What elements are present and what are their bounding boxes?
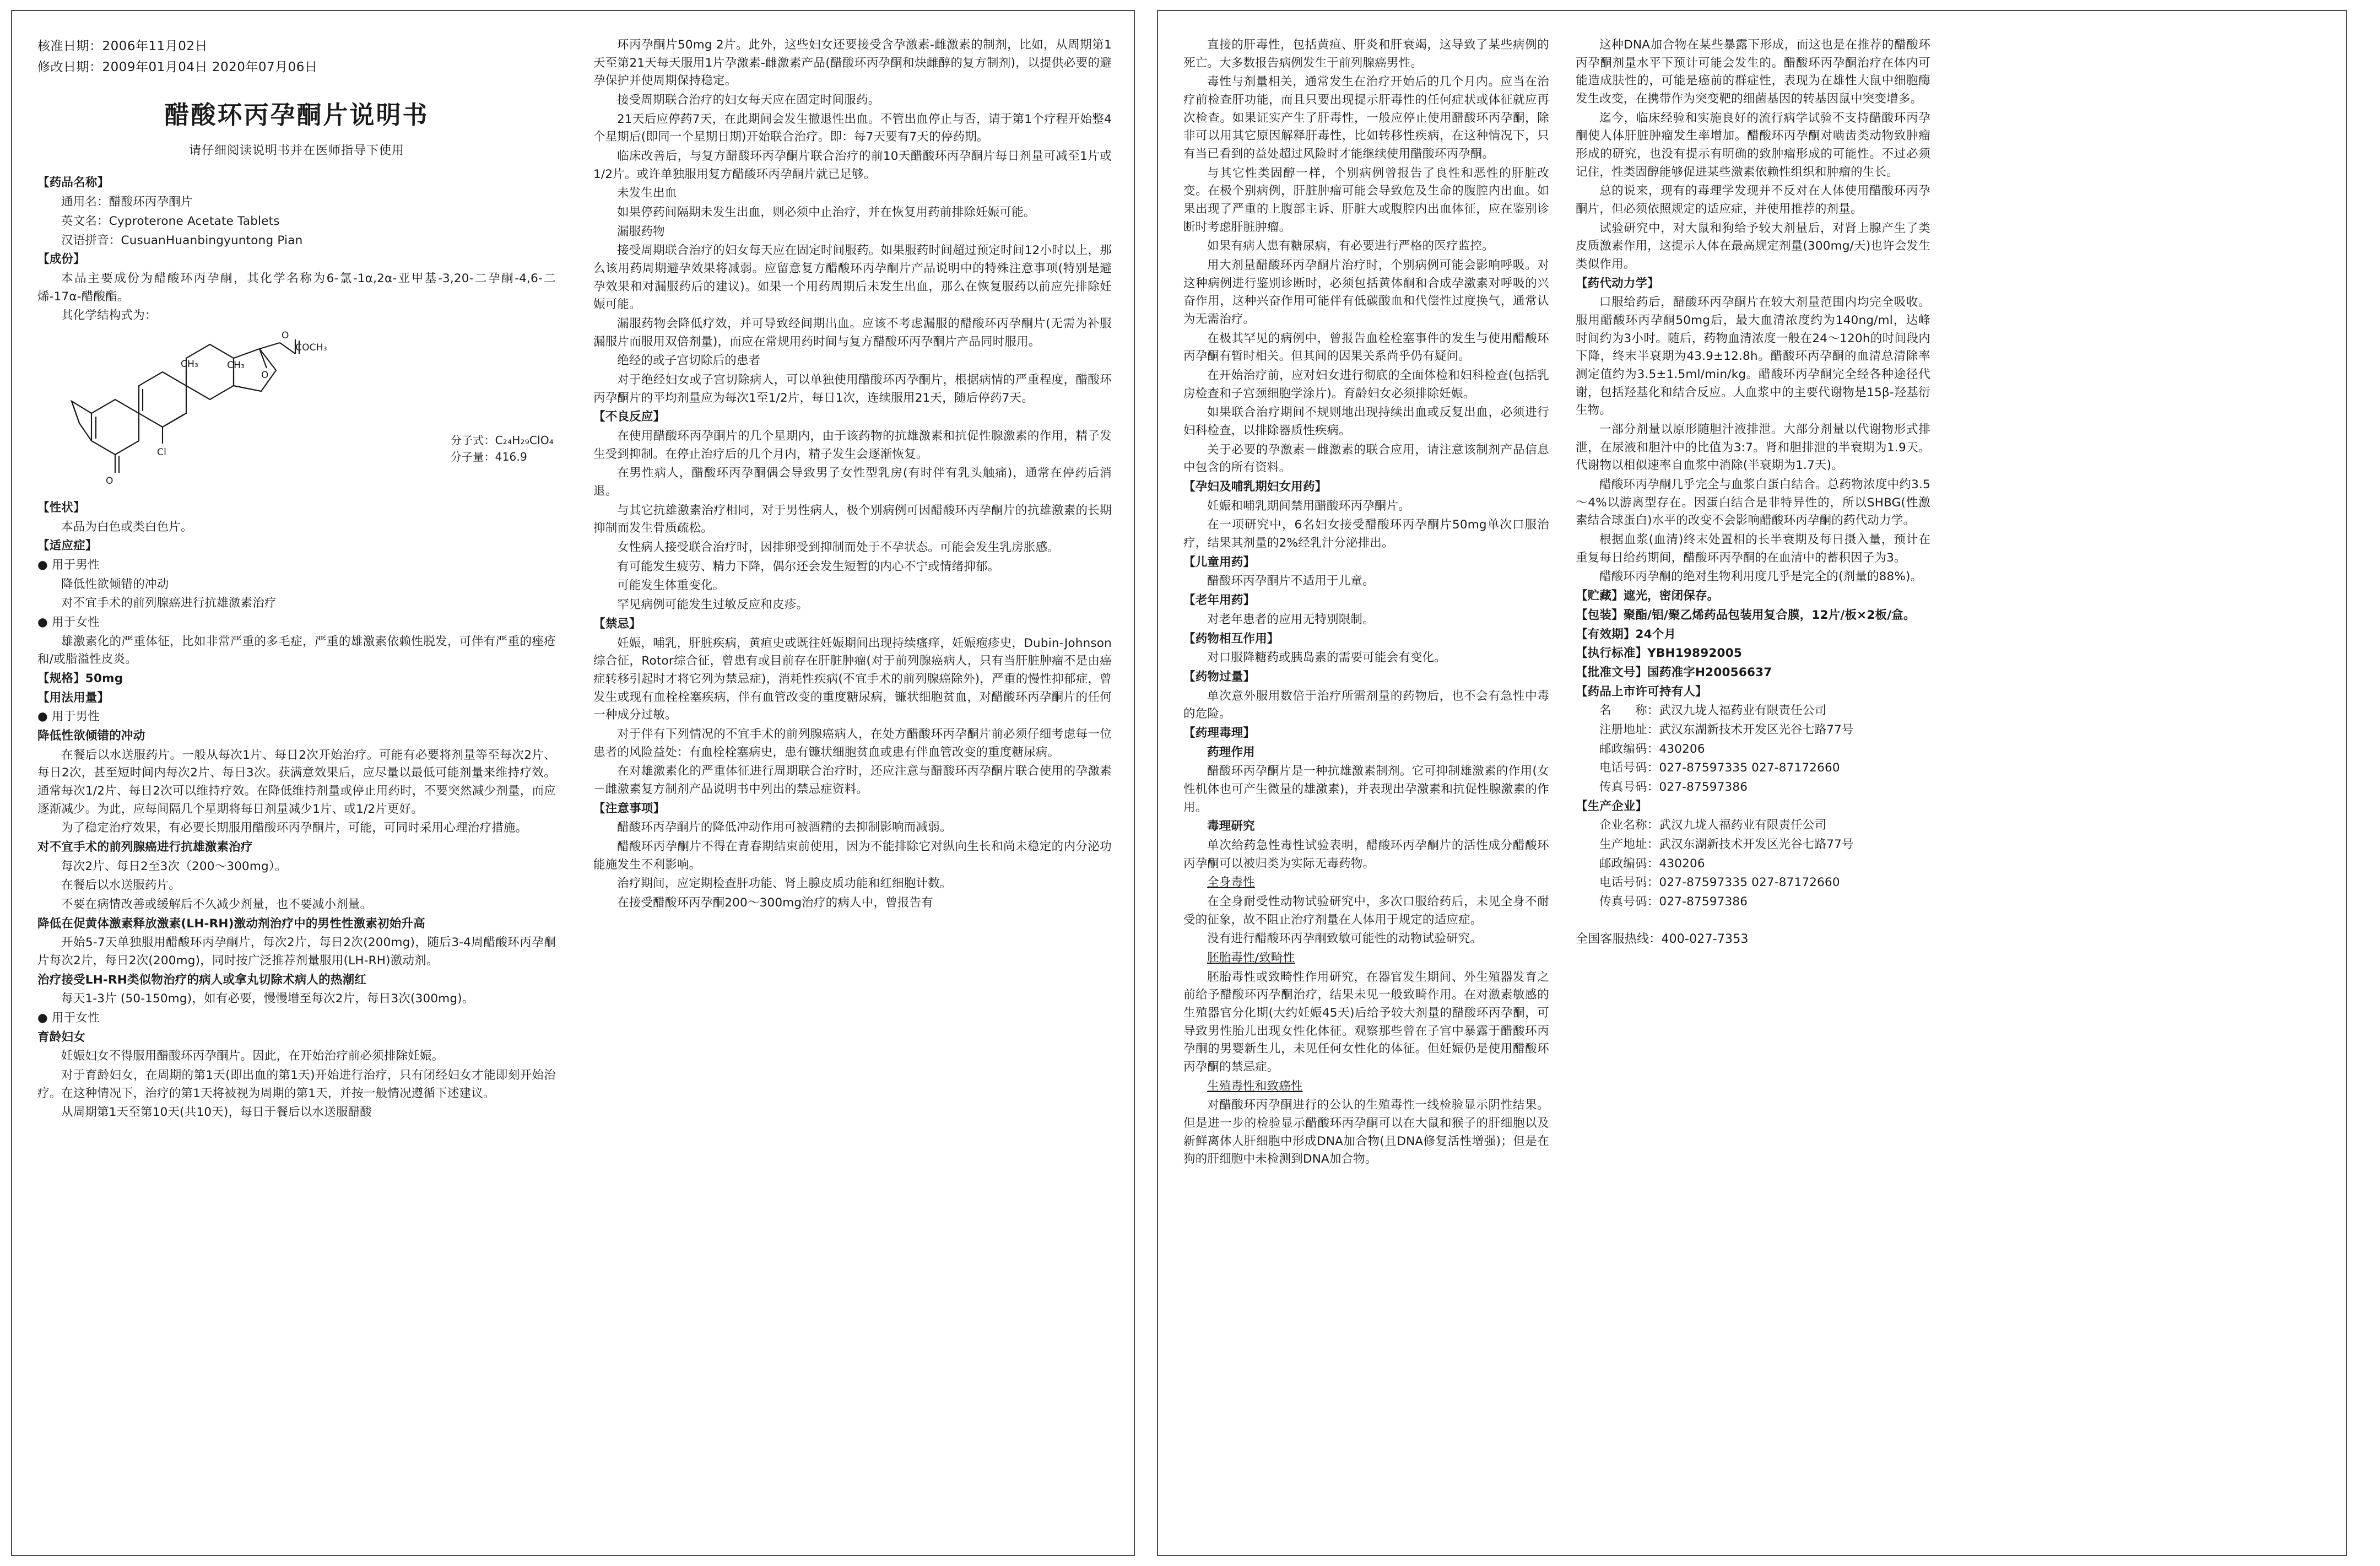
dosage-male-sub-3: 降低在促黄体激素释放激素(LH-RH)激动剂治疗中的男性性激素初始升高 [37, 916, 425, 931]
dosage-male-p3: 每次2片、每日2至3次（200～300mg）。 [61, 859, 287, 873]
left2-p5: 未发生出血 [617, 186, 677, 201]
indication-male-2: 对不宜手术的前列腺癌进行抗雄激素治疗 [61, 596, 277, 611]
right2-p1: 这种DNA加合物在某些暴露下形成，而这也是在推荐的醋酸环丙孕酮剂量水平下预计可能会发生的。醋酸环丙孕酮治疗在体内可能造成肤性的，可能是癌前的群症性，表现为在雄性大鼠中细胞酶发生改变，在携带作为突变靶的细菌基因的转基因鼠中突变增多。 [1575, 38, 1930, 106]
section-contraindications: 【禁忌】 [593, 617, 641, 631]
right1-p9: 关于必要的孕激素－雌激素的联合应用，请注意该制剂产品信息中包含的所有资料。 [1183, 442, 1549, 475]
mah-address: 注册地址：武汉东湖新技术开发区光谷七路77号 [1599, 722, 1854, 737]
right1-p8: 如果联合治疗期间不规则地出现持续出血或反复出血，必须进行妇科检查，以排除器质性疾病。 [1183, 406, 1549, 438]
left2-p20: 对于伴有下列情况的不宜手术的前列腺癌病人，在处方醋酸环丙孕酮片前必须仔细考虑每一位患者的风险益处：有血栓栓塞病史，患有镰状细胞贫血或患有伴血管改变的重度糖尿病。 [593, 727, 1112, 759]
dosage-male-p6: 开始5-7天单独服用醋酸环丙孕酮片，每次2片，每日2次(200mg)，随后3-4周醋酸环丙孕酮片每次2片，每日2次(200mg)，同时按广泛推荐剂量服用(LH-RH)激动剂。 [37, 936, 556, 968]
left2-p24: 治疗期间，应定期检查肝功能、肾上腺皮质功能和红细胞计数。 [617, 877, 952, 891]
molecular-weight: 分子量：416.9 [450, 450, 527, 463]
right1-p6: 在极其罕见的病例中，曾报告血栓栓塞事件的发生与使用醋酸环丙孕酮有暂时相关。但其间的因果关系尚乎仍有疑问。 [1183, 331, 1549, 364]
dosage-male-sub-1: 降低性欲倾错的冲动 [37, 728, 145, 743]
svg-text:CH₃: CH₃ [181, 358, 199, 370]
right1-p18: 在全身耐受性动物试验研究中，多次口服给药后，未见全身不耐受的征象，故不阻止治疗剂量在人体用于规定的适应症。 [1183, 894, 1549, 927]
dosage-male-p5: 不要在病情改善或缓解后不久减少剂量，也不要减小剂量。 [61, 897, 372, 911]
right1-p4: 如果有病人患有糖尿病，有必要进行严格的医疗监控。 [1207, 239, 1494, 253]
section-validity: 【有效期】24个月 [1575, 627, 1676, 641]
pinyin-name: 汉语拼音：CusuanHuanbingyuntong Pian [61, 233, 303, 247]
svg-text:CH₃: CH₃ [227, 359, 245, 371]
right1-p5: 用大剂量醋酸环丙孕酮片治疗时，个别病例可能会影响呼吸。对这种病例进行鉴别诊断时，必须包括黄体酮和合成孕激素对呼吸的兴奋作用，这种兴奋作用可能伴有低碳酸血和代偿性过度换气，通常认为无需治疗。 [1183, 258, 1549, 327]
right1-p16: 醋酸环丙孕酮片是一种抗雄激素制剂。它可抑制雄激素的作用(女性机体也可产生微量的雄激素)，并表现出孕激素和抗促性腺激素的作用。 [1183, 764, 1549, 814]
mah-name: 名 称：武汉九垅人福药业有限责任公司 [1599, 704, 1827, 718]
dosage-male-p4: 在餐后以水送服药片。 [61, 878, 181, 893]
right1-p14: 对口服降糖药或胰岛素的需要可能会有变化。 [1207, 651, 1447, 665]
section-drug-interactions: 【药物相互作用】 [1183, 631, 1279, 646]
left2-p10: 绝经的或子宫切除后的患者 [617, 354, 761, 368]
section-specification: 【规格】50mg [37, 671, 123, 685]
dosage-female-heading: ● 用于女性 [37, 1011, 100, 1025]
right1-p11: 在一项研究中，6名妇女接受醋酸环丙孕酮片50mg单次口服治疗，结果其剂量的2%经乳汁分泌排出。 [1183, 518, 1549, 550]
right1-p21: 对醋酸环丙孕酮进行的公认的生殖毒性一线检验显示阴性结果。但是进一步的检验显示醋酸环丙孕酮可以在大鼠和猴子的肝细胞以及新鲜离体人肝细胞中形成DNA加合物(且DNA修复活性增强)；但是在狗的肝细胞中未检测到DNA加合物。 [1183, 1098, 1549, 1167]
ingredients-text: 本品主要成份为醋酸环丙孕酮，其化学名称为6-氯-1α,2α-亚甲基-3,20-二孕酮-4,6-二烯-17α-醋酸酯。 [37, 271, 556, 304]
approval-date: 核准日期：2006年11月02日 [37, 39, 208, 53]
section-adverse-reactions: 【不良反应】 [593, 410, 666, 424]
english-name: 英文名：Cyproterone Acetate Tablets [61, 214, 280, 228]
page-subtitle: 请仔细阅读说明书并在医师指导下使用 [188, 144, 404, 158]
manufacturer-address: 生产地址：武汉东湖新技术开发区光谷七路77号 [1599, 837, 1854, 851]
right2-p2: 迄今，临床经验和实施良好的流行病学试验不支持醋酸环丙孕酮使人体肝脏肿瘤发生率增加。醋酸环丙孕酮对啮齿类动物致肿瘤形成的研究，也没有提示有明确的致肿瘤形成的可能性。不过必须记住，性类固醇能够促进某些激素依赖性组织和肿瘤的生长。 [1575, 111, 1930, 179]
subsection-embryotoxicity: 胚胎毒性/致畸性 [1207, 951, 1295, 965]
subsection-toxicology-research: 毒理研究 [1207, 819, 1255, 834]
generic-name: 通用名：醋酸环丙孕酮片 [61, 195, 193, 209]
left2-p11: 对于绝经妇女或子宫切除病人，可以单独使用醋酸环丙孕酮片，根据病情的严重程度，醋酸环丙孕酮片的平均剂量应为每次1至1/2片，每日1次，连续服用21天，随后停药7天。 [593, 373, 1112, 405]
svg-text:O: O [261, 369, 269, 381]
indication-male-1: 降低性欲倾错的冲动 [61, 577, 169, 591]
svg-text:Cl: Cl [157, 446, 166, 458]
right2-p6: 一部分剂量以原形随胆汁液排泄。大部分剂量以代谢物形式排泄，在尿液和胆汁中的比值为3:7。肾和胆排泄的半衰期为1.9天。代谢物以相似速率自血浆中消除(半衰期为1.7天)。 [1575, 423, 1930, 473]
left-column-2 [575, 36, 1112, 1538]
section-indications: 【适应症】 [37, 539, 98, 553]
section-pediatric-use: 【儿童用药】 [1183, 555, 1256, 569]
left2-p16: 有可能发生疲劳、精力下降，偶尔还会发生短暂的内心不宁或情绪抑郁。 [617, 559, 1000, 574]
section-properties: 【性状】 [37, 500, 85, 515]
section-dosage: 【用法用量】 [37, 690, 110, 705]
right2-p7: 醋酸环丙孕酮几乎完全与血浆白蛋白结合。总药物浓度中约3.5～4%以游离型存在。因蛋白结合是非特异性的，所以SHBG(性激素结合球蛋白)水平的改变不会影响醋酸环丙孕酮的药代动力学。 [1575, 478, 1930, 528]
section-mah: 【药品上市许可持有人】 [1575, 684, 1707, 699]
customer-service-hotline: 全国客服热线：400-027-7353 [1575, 932, 1749, 946]
section-cautions: 【注意事项】 [593, 801, 666, 816]
mah-zip: 邮政编码：430206 [1599, 742, 1705, 756]
right2-p4: 试验研究中，对大鼠和狗给予较大剂量后，对肾上腺产生了类皮质激素作用，这提示人体在最高规定剂量(300mg/天)也许会发生类似作用。 [1575, 221, 1930, 272]
dosage-female-p2: 对于育龄妇女，在周期的第1天(即出血的第1天)开始进行治疗，只有闭经妇女才能即刻开始治疗。在这种情况下，治疗的第1天将被视为周期的第1天，并按一般情况遵循下述建议。 [37, 1068, 556, 1100]
right2-p8: 根据血浆(血清)终末处置相的长半衰期及每日摄入量，预计在重复每日给药期间，醋酸环丙孕酮的在血清中的蓄积因子为3。 [1575, 533, 1930, 565]
dosage-male-p1: 在餐后以水送服药片。一般从每次1片、每日2次开始治疗。可能有必要将剂量等至每次2片、每日2次，甚至短时间内每次2片、每日3次。获满意效果后，应尽量以最低可能剂量来维持疗效。通常每次1/2片、每日2次可以维持疗效。在降低维持剂量或停止用药时，不要突然减少剂量，而应逐渐减少。为此，应每间隔几个星期将每日剂量减少1片、或1/2片更好。 [37, 748, 556, 816]
left-page-columns [37, 36, 1112, 1538]
left2-p15: 女性病人接受联合治疗时，因排卵受到抑制而处于不孕状态。可能会发生乳房胀感。 [617, 541, 1059, 555]
right1-p1: 直接的肝毒性，包括黄疸、肝炎和肝衰竭，这导致了某些病例的死亡。大多数报告病例发生于前列腺癌男性。 [1183, 38, 1549, 70]
svg-text:O: O [106, 475, 113, 487]
mah-fax: 传真号码：027-87597386 [1599, 780, 1748, 794]
mah-tel: 电话号码：027-87597335 027-87172660 [1599, 761, 1840, 775]
dosage-female-p3: 从周期第1天至第10天(共10天)，每日于餐后以水送服醋酸 [61, 1105, 372, 1120]
dosage-male-sub-4: 治疗接受LH-RH类似物治疗的病人或拿丸切除术病人的热潮红 [37, 973, 366, 987]
molecule-diagram [53, 331, 361, 490]
left2-p4: 临床改善后，与复方醋酸环丙孕酮片联合治疗的前10天醋酸环丙孕酮片每日剂量可减至1片或1/2片。或许单独服用复方醋酸环丙孕酮片就已足够。 [593, 149, 1112, 181]
left2-p7: 漏服药物 [617, 224, 665, 239]
svg-text:COCH₃: COCH₃ [295, 342, 327, 353]
leaflet-page-right [1157, 10, 2347, 1556]
section-packaging: 【包装】聚酯/铝/聚乙烯药品包装用复合膜，12片/板×2板/盒。 [1575, 608, 1916, 622]
molecular-info [451, 432, 554, 465]
page-title: 醋酸环丙孕酮片说明书 [164, 100, 429, 129]
dosage-male-sub-2: 对不宜手术的前列腺癌进行抗雄激素治疗 [37, 840, 253, 854]
right1-p12: 醋酸环丙孕酮片不适用于儿童。 [1207, 574, 1375, 588]
left2-p3: 21天后应停药7天，在此期间会发生撤退性出血。不管出血停止与否，请于第1个疗程开始整4个星期后(即同一个星期日期)开始联合治疗。即：每7天要有7天的停药期。 [593, 112, 1112, 144]
section-pharmacokinetics: 【药代动力学】 [1575, 276, 1659, 290]
subsection-pharmacologic-action: 药理作用 [1207, 745, 1255, 759]
right1-p13: 对老年患者的应用无特别限制。 [1207, 612, 1375, 627]
section-drug-name: 【药品名称】 [37, 176, 110, 190]
dosage-female-p1: 妊娠妇女不得服用醋酸环丙孕酮片。因此，在开始治疗前必须排除妊娠。 [61, 1049, 444, 1063]
svg-text:O: O [282, 330, 289, 341]
left2-p19: 妊娠，哺乳，肝脏疾病，黄疸史或既往妊娠期间出现持续瘙痒，妊娠疱疹史，Dubin-Johnson综合征，Rotor综合征，曾患有或目前存在肝脏肿瘤(对于前列腺癌病人，只有当肝脏肿瘤不是由癌症转移引起时才将它列为禁忌症)，消耗性疾病(不宜手术的前列腺癌除外)，严重的慢性抑郁症，曾发生或现有血栓栓塞疾病，伴有血管改变的重度糖尿病，镰状细胞贫血，对醋酸环丙孕酮片的任何一种成分过敏。 [593, 636, 1112, 722]
left2-p9: 漏服药物会降低疗效，并可导致经间期出血。应该不考虑漏服的醋酸环丙孕酮片(无需为补服漏服片而服用双倍剂量)，而应在常规用药时间与复方醋酸环丙孕酮片产品同时服用。 [593, 317, 1112, 349]
chemical-structure-figure [37, 331, 556, 496]
right1-p7: 在开始治疗前，应对妇女进行彻底的全面体检和妇科检查(包括乳房检查和子宫颈细胞学涂片)。育龄妇女必须排除妊娠。 [1183, 369, 1549, 401]
left-column-1 [37, 36, 575, 1538]
right-column-3 [1944, 36, 2324, 1538]
left2-p18: 罕见病例可能发生过敏反应和皮疹。 [617, 598, 809, 612]
left2-p8: 接受周期联合治疗的妇女每天应在固定时间服药。如果服药时间超过预定时间12小时以上，那么该用药周期避孕效果将减弱。应留意复方醋酸环丙孕酮片产品说明中的特殊注意事项(特别是避孕效果和对漏服药后的建议)。如果一个用药周期后未发生出血，那么在恢复服药以前应先排除妊娠可能。 [593, 244, 1112, 312]
left2-p6: 如果停药间隔期未发生出血，则必须中止治疗，并在恢复用药前排除妊娠可能。 [617, 206, 1036, 220]
manufacturer-zip: 邮政编码：430206 [1599, 856, 1705, 871]
left2-p23: 醋酸环丙孕酮片不得在青春期结束前使用，因为不能排除它对纵向生长和尚未稳定的内分泌功能施发生不利影响。 [593, 839, 1112, 872]
section-standard: 【执行标准】YBH19892005 [1575, 646, 1743, 661]
right1-p19: 没有进行醋酸环丙孕酮致敏可能性的动物试验研究。 [1207, 932, 1483, 946]
section-geriatric-use: 【老年用药】 [1183, 593, 1256, 608]
left2-p17: 可能发生体重变化。 [617, 579, 725, 593]
indication-male-heading: ● 用于男性 [37, 558, 100, 572]
right1-p3: 与其它性类固醇一样，个别病例曾报告了良性和恶性的肝脏改变。在极个别病例，肝脏肿瘤可能会导致危及生命的腹腔内出血。如果出现了严重的上腹部主诉、肝脏大或腹腔内出血体征，应在鉴别诊断时考虑肝脏肿瘤。 [1183, 166, 1549, 234]
structure-label: 其化学结构式为： [61, 309, 157, 323]
manufacturer-fax: 传真号码：027-87597386 [1599, 894, 1748, 909]
manufacturer-tel: 电话号码：027-87597335 027-87172660 [1599, 876, 1840, 890]
right1-p2: 毒性与剂量相关，通常发生在治疗开始后的几个月内。应当在治疗前检查肝功能，而且只要出现提示肝毒性的任何症状或体征就应再次检查。如果证实产生了肝毒性，一般应停止使用醋酸环丙孕酮，除非可以用其它原因解释肝毒性，比如转移性疾病，在这种情况下，只有当已看到的益处超过风险时才能继续使用醋酸环丙孕酮。 [1183, 75, 1549, 161]
left2-p22: 醋酸环丙孕酮片的降低冲动作用可被酒精的去抑制影响而减弱。 [617, 820, 952, 835]
manufacturer-name: 企业名称：武汉九垅人福药业有限责任公司 [1599, 818, 1827, 833]
right-page-columns [1183, 36, 2324, 1538]
right1-p20: 胚胎毒性或致畸性作用研究，在器官发生期间、外生殖器发育之前给予醋酸环丙孕酮治疗，结果未见一般致畸作用。在对激素敏感的生殖器官分化期(大约妊娠45天)后给予较大剂量的醋酸环丙孕酮，可导致男性胎儿出现女性化体征。观察那些曾在子宫中暴露于醋酸环丙孕酮的男婴新生儿，未见任何女性化的体征。但妊娠仍是使用醋酸环丙孕酮的禁忌症。 [1183, 970, 1549, 1074]
left2-p13: 在男性病人，醋酸环丙孕酮偶会导致男子女性型乳房(有时伴有乳头触痛)，通常在停药后消退。 [593, 466, 1112, 499]
section-manufacturer: 【生产企业】 [1575, 799, 1648, 813]
right1-p17: 单次给药急性毒性试验表明，醋酸环丙孕酮片的活性成分醋酸环丙孕酮可以被归类为实际无毒药物。 [1183, 838, 1549, 871]
dosage-female-sub-1: 育龄妇女 [37, 1030, 85, 1044]
left2-p12: 在使用醋酸环丙孕酮片的几个星期内，由于该药物的抗雄激素和抗促性腺激素的作用，精子发生受到抑制。在停止治疗后的几个月内，精子发生会逐渐恢复。 [593, 429, 1112, 461]
subsection-reproductive-carcinogenicity: 生殖毒性和致癌性 [1207, 1079, 1303, 1093]
section-ingredients: 【成份】 [37, 252, 85, 267]
leaflet-page-left [11, 10, 1135, 1556]
right1-p15: 单次意外服用数倍于治疗所需剂量的药物后，也不会有急性中毒的危险。 [1183, 689, 1549, 721]
indication-female-1: 雄激素化的严重体征，比如非常严重的多毛症，严重的雄激素依赖性脱发，可伴有严重的痤疮和/或脂溢性皮炎。 [37, 634, 556, 667]
right-column-2 [1564, 36, 1944, 1538]
left2-p14: 与其它抗雄激素治疗相同，对于男性病人，极个别病例可因醋酸环丙孕酮片的抗雄激素的长期抑制而发生骨质疏松。 [593, 503, 1112, 536]
section-overdose: 【药物过量】 [1183, 669, 1256, 684]
right2-p3: 总的说来，现有的毒理学发现并不反对在人体使用醋酸环丙孕酮片，但必须依照规定的适应症，并使用推荐的剂量。 [1575, 184, 1930, 217]
properties-text: 本品为白色或类白色片。 [61, 520, 193, 534]
subsection-systemic-toxicity: 全身毒性 [1207, 876, 1255, 890]
molecular-formula: 分子式：C₂₄H₂₉ClO₄ [450, 433, 554, 447]
section-storage: 【贮藏】遮光，密闭保存。 [1575, 589, 1719, 603]
dosage-male-p2: 为了稳定治疗效果，有必要长期服用醋酸环丙孕酮片，可能，可同时采用心理治疗措施。 [61, 821, 528, 835]
left2-p1: 环丙孕酮片50mg 2片。此外，这些妇女还要接受含孕激素-雌激素的制剂，比如，从周期第1天至第21天每天服用1片孕激素-雌激素产品(醋酸环丙孕酮和炔雌醇的复方制剂)，以提供必要的避孕保护并使周期保持稳定。 [593, 38, 1112, 88]
right-column-1 [1183, 36, 1564, 1538]
section-pharmacology-toxicology: 【药理毒理】 [1183, 726, 1256, 740]
right2-p5: 口服给药后，醋酸环丙孕酮片在较大剂量范围内均完全吸收。服用醋酸环丙孕酮50mg后，最大血清浓度约为140ng/ml，达峰时间约为3小时。随后，药物血清浓度一般在24～120h的时间段内下降，终末半衰期为43.9±12.8h。醋酸环丙孕酮的血清总清除率测定值约为3.5±1.5ml/min/kg。醋酸环丙孕酮完全经各种途径代谢，包括羟基化和结合反应。人血浆中的主要代谢物是15β-羟基衍生物。 [1575, 295, 1930, 418]
left2-p21: 在对雄激素化的严重体征进行周期联合治疗时，还应注意与醋酸环丙孕酮片联合使用的孕激素－雌激素复方制剂产品说明书中列出的禁忌症资料。 [593, 764, 1112, 796]
section-approval-number: 【批准文号】国药准字H20056637 [1575, 665, 1772, 679]
right1-p10: 妊娠和哺乳期间禁用醋酸环丙孕酮片。 [1207, 499, 1410, 513]
left2-p2: 接受周期联合治疗的妇女每天应在固定时间服药。 [617, 93, 880, 107]
revision-date: 修改日期：2009年01月04日 2020年07月06日 [37, 60, 318, 75]
left2-p25: 在接受醋酸环丙孕酮200～300mg治疗的病人中，曾报告有 [617, 895, 933, 910]
indication-female-heading: ● 用于女性 [37, 615, 100, 629]
section-pregnancy-lactation: 【孕妇及哺乳期妇女用药】 [1183, 480, 1327, 494]
dosage-male-p7: 每天1-3片 (50-150mg)，如有必要，慢慢增至每次2片，每日3次(300mg)。 [61, 992, 474, 1006]
dosage-male-heading: ● 用于男性 [37, 710, 100, 724]
right2-p9: 醋酸环丙孕酮的绝对生物利用度几乎是完全的(剂量的88%)。 [1599, 570, 1923, 584]
